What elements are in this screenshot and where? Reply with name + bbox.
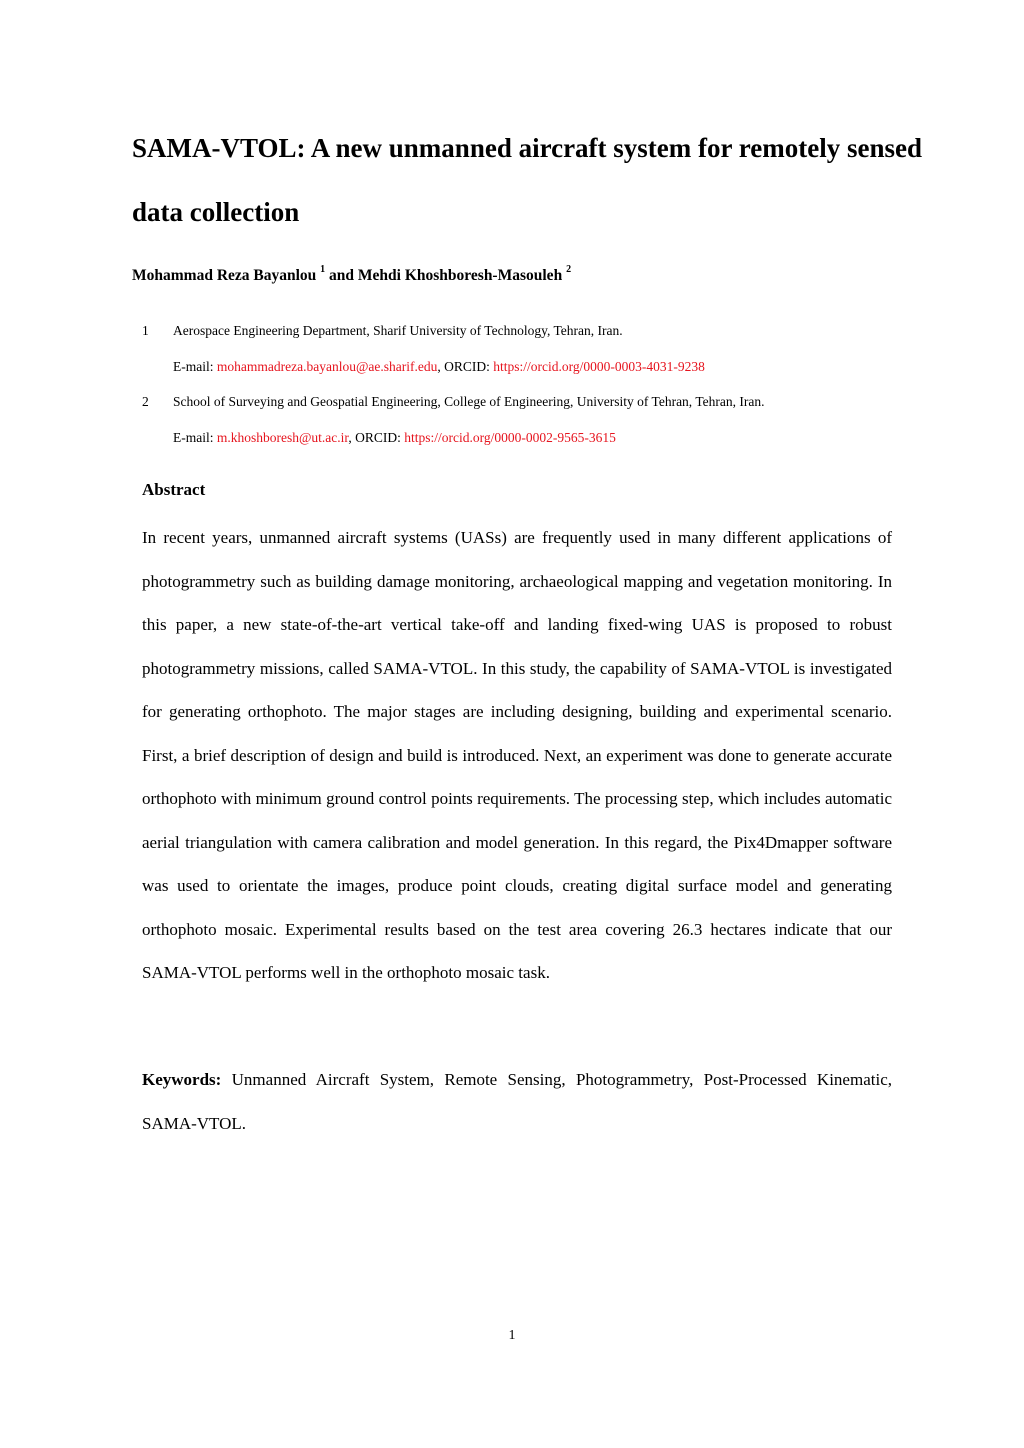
keywords-list: Unmanned Aircraft System, Remote Sensing, Photogrammetry, Post-Processed Kinematic, SAMA-VTOL. [142, 1070, 892, 1133]
email-label: E-mail: [173, 429, 217, 445]
page-number: 1 [508, 1328, 516, 1343]
affiliation-number: 2 [142, 394, 149, 409]
email-link[interactable]: m.khoshboresh@ut.ac.ir [216, 429, 349, 445]
orcid-link[interactable]: https://orcid.org/0000-0003-4031-9238 [493, 358, 705, 374]
author-name: Mehdi Khoshboresh-Masouleh [357, 267, 563, 285]
affiliation-institution: School of Surveying and Geospatial Engineering, College of Engineering, University of Tehran, Tehran, Iran. [173, 394, 765, 409]
affiliation-contact [173, 349, 902, 385]
affiliation-contact [173, 420, 902, 456]
affiliation-item [142, 384, 902, 455]
affiliation-item [142, 313, 902, 384]
author-list [132, 266, 571, 285]
author-name: Mohammad Reza Bayanlou [132, 267, 317, 285]
orcid-link[interactable]: https://orcid.org/0000-0002-9565-3615 [404, 429, 616, 445]
affiliation-marker: 1 [320, 264, 326, 275]
email-label: E-mail: [173, 358, 217, 374]
orcid-label: , ORCID: [437, 358, 494, 374]
paper-title: SAMA-VTOL: A new unmanned aircraft system for remotely sensed data collection [132, 133, 922, 227]
author-conjunction: and [325, 267, 358, 285]
abstract-text: In recent years, unmanned aircraft systems (UASs) are frequently used in many different applications of photogrammetry such as building damage monitoring, archaeological mapping and vegetation monitoring. In this paper, a new state-of-the-art vertical take-off and landing fixed-wing UAS is proposed to robust photogrammetry missions, called SAMA-VTOL. In this study, the capability of SAMA-VTOL is investigated for generating orthophoto. The major stages are including designing, building and experimental scenario. First, a brief description of design and build is introduced. Next, an experiment was done to generate accurate orthophoto with minimum ground control points requirements. The processing step, which includes automatic aerial triangulation with camera calibration and model generation. In this regard, the Pix4Dmapper software was used to orientate the images, produce point clouds, creating digital surface model and generating orthophoto mosaic. Experimental results based on the test area covering 26.3 hectares indicate that our SAMA-VTOL performs well in the orthophoto mosaic task. [142, 528, 892, 982]
affiliation-institution: Aerospace Engineering Department, Sharif University of Technology, Tehran, Iran. [173, 323, 623, 338]
email-link[interactable]: mohammadreza.bayanlou@ae.sharif.edu [216, 358, 438, 374]
abstract-heading: Abstract [142, 480, 206, 499]
keywords-paragraph [142, 1058, 892, 1146]
affiliation-number: 1 [142, 323, 149, 338]
affiliation-list [142, 313, 902, 455]
affiliation-marker: 2 [566, 264, 572, 275]
keywords-label: Keywords: [142, 1070, 222, 1089]
orcid-label: , ORCID: [348, 429, 405, 445]
